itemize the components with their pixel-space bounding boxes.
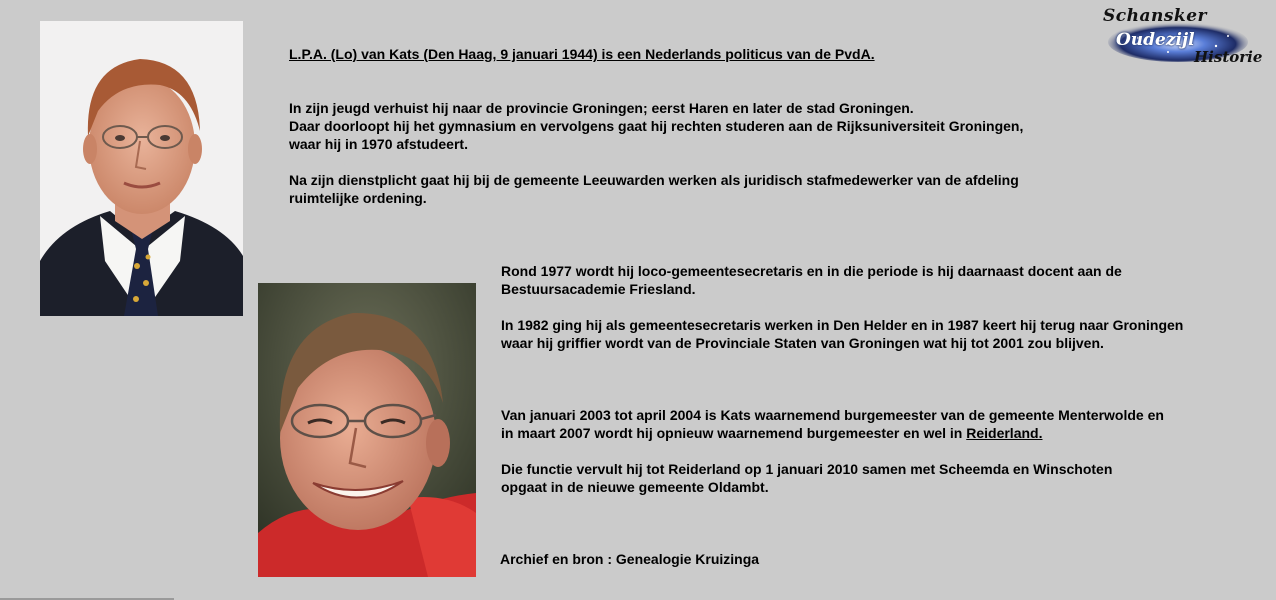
paragraph-4-line-2: waar hij griffier wordt van de Provinciale Staten van Groningen wat hij tot 2001 zou blijven. [501, 335, 1104, 351]
site-logo[interactable] [1098, 2, 1270, 66]
source-credit: Archief en bron : Genealogie Kruizinga [500, 551, 760, 567]
logo-word-historie: Historie [1194, 48, 1263, 66]
paragraph-5-line-2-text: in maart 2007 wordt hij opnieuw waarnemend burgemeester en wel in [501, 425, 967, 441]
article-text-upper [289, 99, 1023, 207]
portrait-photo-casual [258, 283, 476, 577]
article-text-middle [501, 262, 1183, 352]
paragraph-5-line-2 [501, 424, 1164, 442]
paragraph-1-line-3: waar hij in 1970 afstudeert. [289, 136, 468, 152]
paragraph-6-line-2: opgaat in de nieuwe gemeente Oldambt. [501, 479, 769, 495]
paragraph-2-line-1: Na zijn dienstplicht gaat hij bij de gemeente Leeuwarden werken als juridisch stafmedewerker van de afdeling [289, 172, 1019, 188]
paragraph-3-line-1: Rond 1977 wordt hij loco-gemeentesecretaris en in die periode is hij daarnaast docent aan de [501, 263, 1122, 279]
logo-word-schansker: Schansker [1103, 6, 1207, 26]
paragraph-6-line-1: Die functie vervult hij tot Reiderland op 1 januari 2010 samen met Scheemda en Winschoten [501, 461, 1113, 477]
paragraph-4-line-1: In 1982 ging hij als gemeentesecretaris werken in Den Helder en in 1987 keert hij terug naar Groningen [501, 317, 1184, 333]
portrait-photo-formal [40, 21, 243, 316]
paragraph-5-line-1: Van januari 2003 tot april 2004 is Kats waarnemend burgemeester van de gemeente Menterwolde en [501, 407, 1164, 423]
paragraph-1-line-1: In zijn jeugd verhuist hij naar de provincie Groningen; eerst Haren en later de stad Groningen. [289, 100, 914, 116]
article-intro: L.P.A. (Lo) van Kats (Den Haag, 9 januari 1944) is een Nederlands politicus van de PvdA. [289, 46, 875, 62]
paragraph-2-line-2: ruimtelijke ordening. [289, 190, 427, 206]
article-text-lower [501, 406, 1164, 496]
logo-word-oudezijl: Oudezijl [1116, 30, 1195, 50]
paragraph-1-line-2: Daar doorloopt hij het gymnasium en vervolgens gaat hij rechten studeren aan de Rijksuniversiteit Groningen, [289, 118, 1024, 134]
paragraph-3-line-2: Bestuursacademie Friesland. [501, 281, 696, 297]
reiderland-link[interactable]: Reiderland. [966, 425, 1043, 441]
